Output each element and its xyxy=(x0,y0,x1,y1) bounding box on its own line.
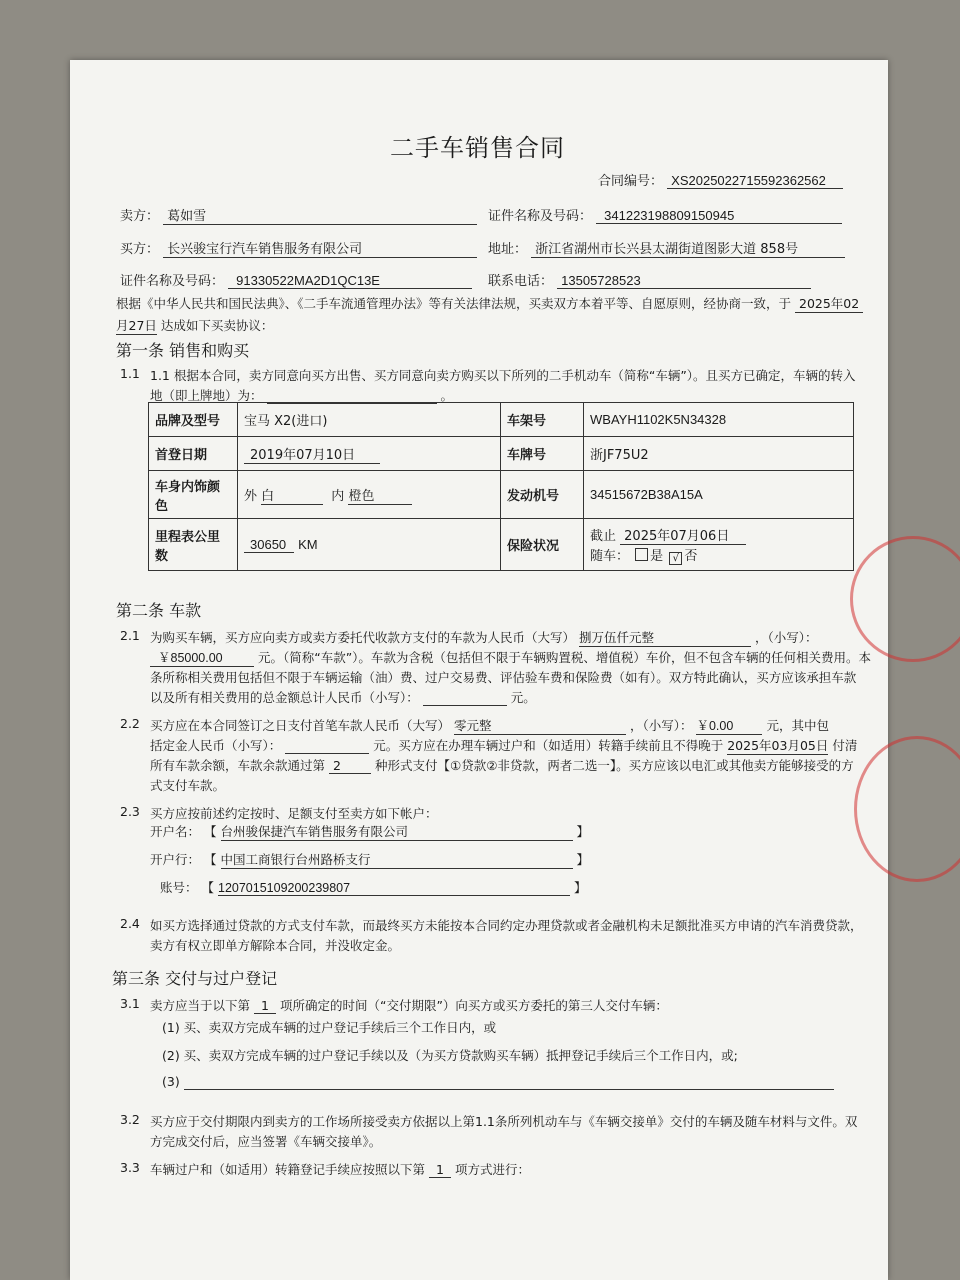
with-car-row xyxy=(590,545,847,565)
reg-date-cell xyxy=(238,437,501,471)
clause-2-2-number: 2.2 xyxy=(120,716,140,731)
no-checkbox[interactable]: √ xyxy=(669,552,682,565)
clause-2-2-line-4: 式支付车款。 xyxy=(150,778,226,793)
downpayment-uppercase: 零元整 xyxy=(454,716,626,735)
seller-label: 卖方： xyxy=(120,209,160,224)
deposit-blank xyxy=(285,738,369,754)
mileage-value: 30650 xyxy=(244,537,294,553)
seller-value: 葛如雪 xyxy=(163,205,477,225)
brand-value: 宝马 X2(进口) xyxy=(238,403,501,437)
clause-3-2-line-1: 买方应于交付期限内到卖方的工作场所接受卖方依据以上第1.1条所列机动车与《车辆交接单》交付的车辆及随车材料与文件。双 xyxy=(150,1114,858,1129)
clause-2-3-text: 买方应按前述约定按时、足额支付至卖方如下帐户： xyxy=(150,806,438,821)
delivery-option: 1 xyxy=(254,998,276,1014)
option-3-label: (3) xyxy=(162,1074,180,1089)
payment-method: 2 xyxy=(329,758,371,774)
with-car-label: 随车： xyxy=(590,548,630,564)
bracket-open: 【 xyxy=(201,880,215,895)
intro-date-a: 2025年02 xyxy=(795,294,863,313)
clause-2-2-text: 买方应在本合同签订之日支付首笔车款人民币（大写） xyxy=(150,718,451,733)
clause-2-2-text-e: 付清 xyxy=(832,738,858,753)
intro-date-b: 月27日 xyxy=(116,318,157,333)
buyer-label: 买方： xyxy=(120,242,160,257)
insurance-until-value: 2025年07月06日 xyxy=(620,525,746,545)
address-row xyxy=(488,238,845,258)
contract-page xyxy=(70,60,888,1280)
mileage-cell xyxy=(238,519,501,571)
account-bank-label: 开户行： xyxy=(150,852,201,867)
clause-2-2-text-g: 种形式支付【①贷款②非贷款，两者二选一】。买方应该以电汇或其他卖方能够接受的方 xyxy=(374,758,854,773)
buyer-id-label: 证件名称及号码： xyxy=(120,274,225,289)
section-3-title: 第三条 交付与过户登记 xyxy=(112,969,278,988)
contract-number-value: XS2025022715592362562 xyxy=(667,173,843,189)
clause-3-3-number: 3.3 xyxy=(120,1160,140,1175)
exterior-value: 白 xyxy=(261,485,323,505)
clause-3-1-text: 卖方应当于以下第 xyxy=(150,998,251,1013)
address-value: 浙江省湖州市长兴县太湖街道图影大道 858号 xyxy=(531,238,845,258)
clause-1-1-text-a: 1.1 根据本合同，卖方同意向买方出售、买方同意向卖方购买以下所列的二手机动车（简称“车辆”）。且买方已确定，车辆的转入 xyxy=(150,368,856,383)
clause-2-2-text-c: 括定金人民币（小写）： xyxy=(150,738,282,753)
buyer-id-value: 91330522MA2D1QC13E xyxy=(228,273,472,289)
section-2-title: 第二条 车款 xyxy=(116,601,202,620)
company-seal-2 xyxy=(854,736,960,882)
clause-3-2-line-2: 方完成交付后，应当签署《车辆交接单》。 xyxy=(150,1134,382,1149)
option-3-blank xyxy=(184,1074,834,1090)
phone-row xyxy=(488,270,811,289)
intro-text: 根据《中华人民共和国民法典》、《二手车流通管理办法》等有关法律法规，买卖双方本着平等、自愿原则，经协商一致，于 xyxy=(116,296,792,311)
account-number-row xyxy=(160,878,587,896)
table-row xyxy=(149,471,854,519)
vin-label: 车架号 xyxy=(501,403,584,437)
account-bank-row xyxy=(150,850,589,869)
clause-2-1-text-d: 以及所有相关费用的总金额总计人民币（小写）： xyxy=(150,690,419,705)
contract-number-label: 合同编号： xyxy=(598,174,664,189)
table-row xyxy=(149,519,854,571)
interior-label: 内 xyxy=(331,488,345,504)
balance-due-date: 2025年03月05日 xyxy=(727,738,829,753)
phone-value: 13505728523 xyxy=(557,273,811,289)
mileage-unit: KM xyxy=(298,536,318,552)
clause-3-1-option-3 xyxy=(162,1074,834,1090)
vin-value: WBAYH1102K5N34328 xyxy=(584,403,854,437)
table-row xyxy=(149,403,854,437)
total-amount-blank xyxy=(423,690,507,706)
account-number-label: 账号： xyxy=(160,880,198,895)
clause-3-3-text: 车辆过户和（如适用）转籍登记手续应按照以下第 xyxy=(150,1162,426,1177)
buyer-id-row xyxy=(120,270,472,289)
phone-label: 联系电话： xyxy=(488,274,554,289)
color-cell xyxy=(238,471,501,519)
price-small-label: ，（小写）： xyxy=(754,630,818,645)
bracket-open: 【 xyxy=(204,824,217,839)
yes-label: 是 xyxy=(650,548,664,564)
reg-date-value: 2019年07月10日 xyxy=(244,444,380,464)
mileage-label: 里程表公里数 xyxy=(149,519,238,571)
clause-2-1-text: 为购买车辆，买方应向卖方或卖方委托代收款方支付的车款为人民币（大写） xyxy=(150,630,576,645)
engine-value: 34515672B38A15A xyxy=(584,471,854,519)
intro-line-1 xyxy=(116,294,863,313)
insurance-label: 保险状况 xyxy=(501,519,584,571)
clause-2-1-line-3: 条所称相关费用包括但不限于车辆运输（油）费、过户交易费、评估验车费和保险费（如有）。双方特此确认，买方应该承担车款 xyxy=(150,670,857,685)
clause-2-1-text-e: 元。 xyxy=(510,690,536,705)
address-label: 地址： xyxy=(488,242,528,257)
clause-2-1-text-b: 元。（简称“车款”）。车款为含税（包括但不限于车辆购置税、增值税）车价，但不包含车辆的任何相关费用。本 xyxy=(257,650,871,665)
plate-value: 浙JF75U2 xyxy=(584,437,854,471)
clause-2-1-number: 2.1 xyxy=(120,628,140,643)
bracket-close: 】 xyxy=(573,880,587,895)
clause-3-3-text-b: 项方式进行： xyxy=(454,1162,530,1177)
downpayment-lowercase: ￥0.00 xyxy=(696,716,762,735)
clause-2-4-number: 2.4 xyxy=(120,916,140,931)
price-uppercase: 捌万伍仟元整 xyxy=(579,628,751,647)
clause-2-1-line-1 xyxy=(150,628,818,647)
page-title: 二手车销售合同 xyxy=(390,134,565,162)
seller-id-row xyxy=(488,205,842,224)
seller-row xyxy=(120,205,477,225)
contract-number xyxy=(598,170,843,189)
yes-checkbox[interactable] xyxy=(635,548,648,561)
clause-2-2-text-d: 元。买方应在办理车辆过户和（如适用）转籍手续前且不得晚于 xyxy=(373,738,724,753)
clause-2-2-line-1 xyxy=(150,716,829,735)
clause-3-3-line-1 xyxy=(150,1160,530,1178)
account-name-row xyxy=(150,822,589,841)
no-label: 否 xyxy=(684,548,698,564)
clause-2-1-line-4 xyxy=(150,688,536,706)
transfer-option: 1 xyxy=(429,1162,451,1178)
exterior-label: 外 xyxy=(244,488,258,504)
seller-id-value: 341223198809150945 xyxy=(596,208,842,224)
clause-3-1-text-b: 项所确定的时间（“交付期限”）向买方或买方委托的第三人交付车辆： xyxy=(279,998,668,1013)
vehicle-table xyxy=(148,402,854,571)
clause-2-3-number: 2.3 xyxy=(120,804,140,819)
interior-value: 橙色 xyxy=(348,485,412,505)
bracket-open: 【 xyxy=(204,852,217,867)
clause-3-2-number: 3.2 xyxy=(120,1112,140,1127)
clause-1-1-number: 1.1 xyxy=(120,366,140,381)
insurance-cell xyxy=(584,519,854,571)
price-lowercase: ￥85000.00 xyxy=(150,648,254,667)
clause-2-4-line-1: 如买方选择通过贷款的方式支付车款，而最终买方未能按本合同约定办理贷款或者金融机构未足额批准买方申请的汽车消费贷款， xyxy=(150,918,863,933)
company-seal-1 xyxy=(850,536,960,662)
buyer-value: 长兴骏宝行汽车销售服务有限公司 xyxy=(163,238,477,258)
color-label: 车身内饰颜色 xyxy=(149,471,238,519)
downpayment-small-label: ，（小写）： xyxy=(629,718,693,733)
brand-label: 品牌及型号 xyxy=(149,403,238,437)
table-row xyxy=(149,437,854,471)
section-1-title: 第一条 销售和购买 xyxy=(116,341,250,360)
intro-text-2: 达成如下买卖协议： xyxy=(160,318,274,333)
plate-label: 车牌号 xyxy=(501,437,584,471)
clause-2-2-text-b: 元，其中包 xyxy=(766,718,829,733)
clause-3-1-number: 3.1 xyxy=(120,996,140,1011)
insurance-until xyxy=(590,525,847,545)
account-name-value: 台州骏保捷汽车销售服务有限公司 xyxy=(221,822,573,841)
clause-3-1-option-2: (2) 买、卖双方完成车辆的过户登记手续以及（为买方贷款购买车辆）抵押登记手续后三个工作日内，或; xyxy=(162,1048,738,1063)
clause-1-1-label: 地（即上牌地）为： xyxy=(150,388,263,403)
clause-2-2-line-2 xyxy=(150,736,857,755)
period: 。 xyxy=(440,388,453,403)
clause-2-2-text-f: 所有车款余额，车款余款通过第 xyxy=(150,758,326,773)
bracket-close: 】 xyxy=(576,852,589,867)
engine-label: 发动机号 xyxy=(501,471,584,519)
clause-2-1-line-2 xyxy=(150,648,871,667)
intro-line-2 xyxy=(116,316,273,335)
clause-2-2-line-3 xyxy=(150,756,854,774)
seller-id-label: 证件名称及号码： xyxy=(488,209,593,224)
clause-3-1-option-1: (1) 买、卖双方完成车辆的过户登记手续后三个工作日内，或 xyxy=(162,1020,497,1035)
bracket-close: 】 xyxy=(576,824,589,839)
account-number-value: 1207015109200239807 xyxy=(218,881,570,896)
clause-3-1-line-1 xyxy=(150,996,668,1014)
reg-date-label: 首登日期 xyxy=(149,437,238,471)
account-bank-value: 中国工商银行台州路桥支行 xyxy=(221,850,573,869)
account-name-label: 开户名： xyxy=(150,824,201,839)
clause-2-4-line-2: 卖方有权立即单方解除本合同，并没收定金。 xyxy=(150,938,401,953)
insurance-until-label: 截止 xyxy=(590,528,617,544)
buyer-row xyxy=(120,238,477,258)
